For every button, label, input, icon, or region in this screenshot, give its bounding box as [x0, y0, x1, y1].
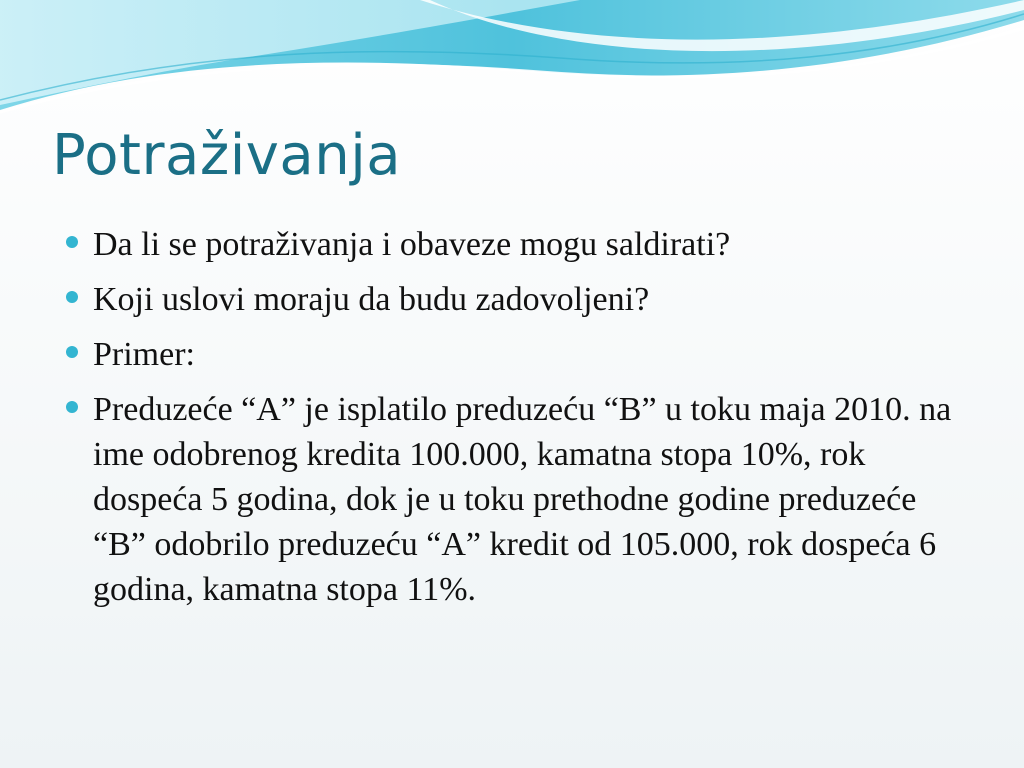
- bullet-item: [60, 277, 960, 322]
- bullet-dot-icon: [66, 236, 78, 248]
- bullet-item: [60, 387, 960, 612]
- bullet-text: Koji uslovi moraju da budu zadovoljeni?: [93, 281, 650, 318]
- bullet-text: Preduzeće “A” je isplatilo preduzeću “B” u toku maja 2010. na ime odobrenog kredita 100.000, kamatna stopa 10%, rok dospeća 5 godina, dok je u toku prethodne godine preduzeće “B” odobrilo preduzeću “A” kredit od 105.000, rok dospeća 6 godina, kamatna stopa 11%.: [93, 391, 952, 608]
- bullet-item: [60, 332, 960, 377]
- bullet-text: Da li se potraživanja i obaveze mogu saldirati?: [93, 226, 731, 263]
- bullet-list: [60, 222, 960, 622]
- slide-title: Potraživanja: [52, 123, 402, 188]
- bullet-dot-icon: [66, 346, 78, 358]
- bullet-dot-icon: [66, 291, 78, 303]
- bullet-text: Primer:: [93, 336, 195, 373]
- header-wave-decoration: [0, 0, 1024, 120]
- bullet-item: [60, 222, 960, 267]
- bullet-dot-icon: [66, 401, 78, 413]
